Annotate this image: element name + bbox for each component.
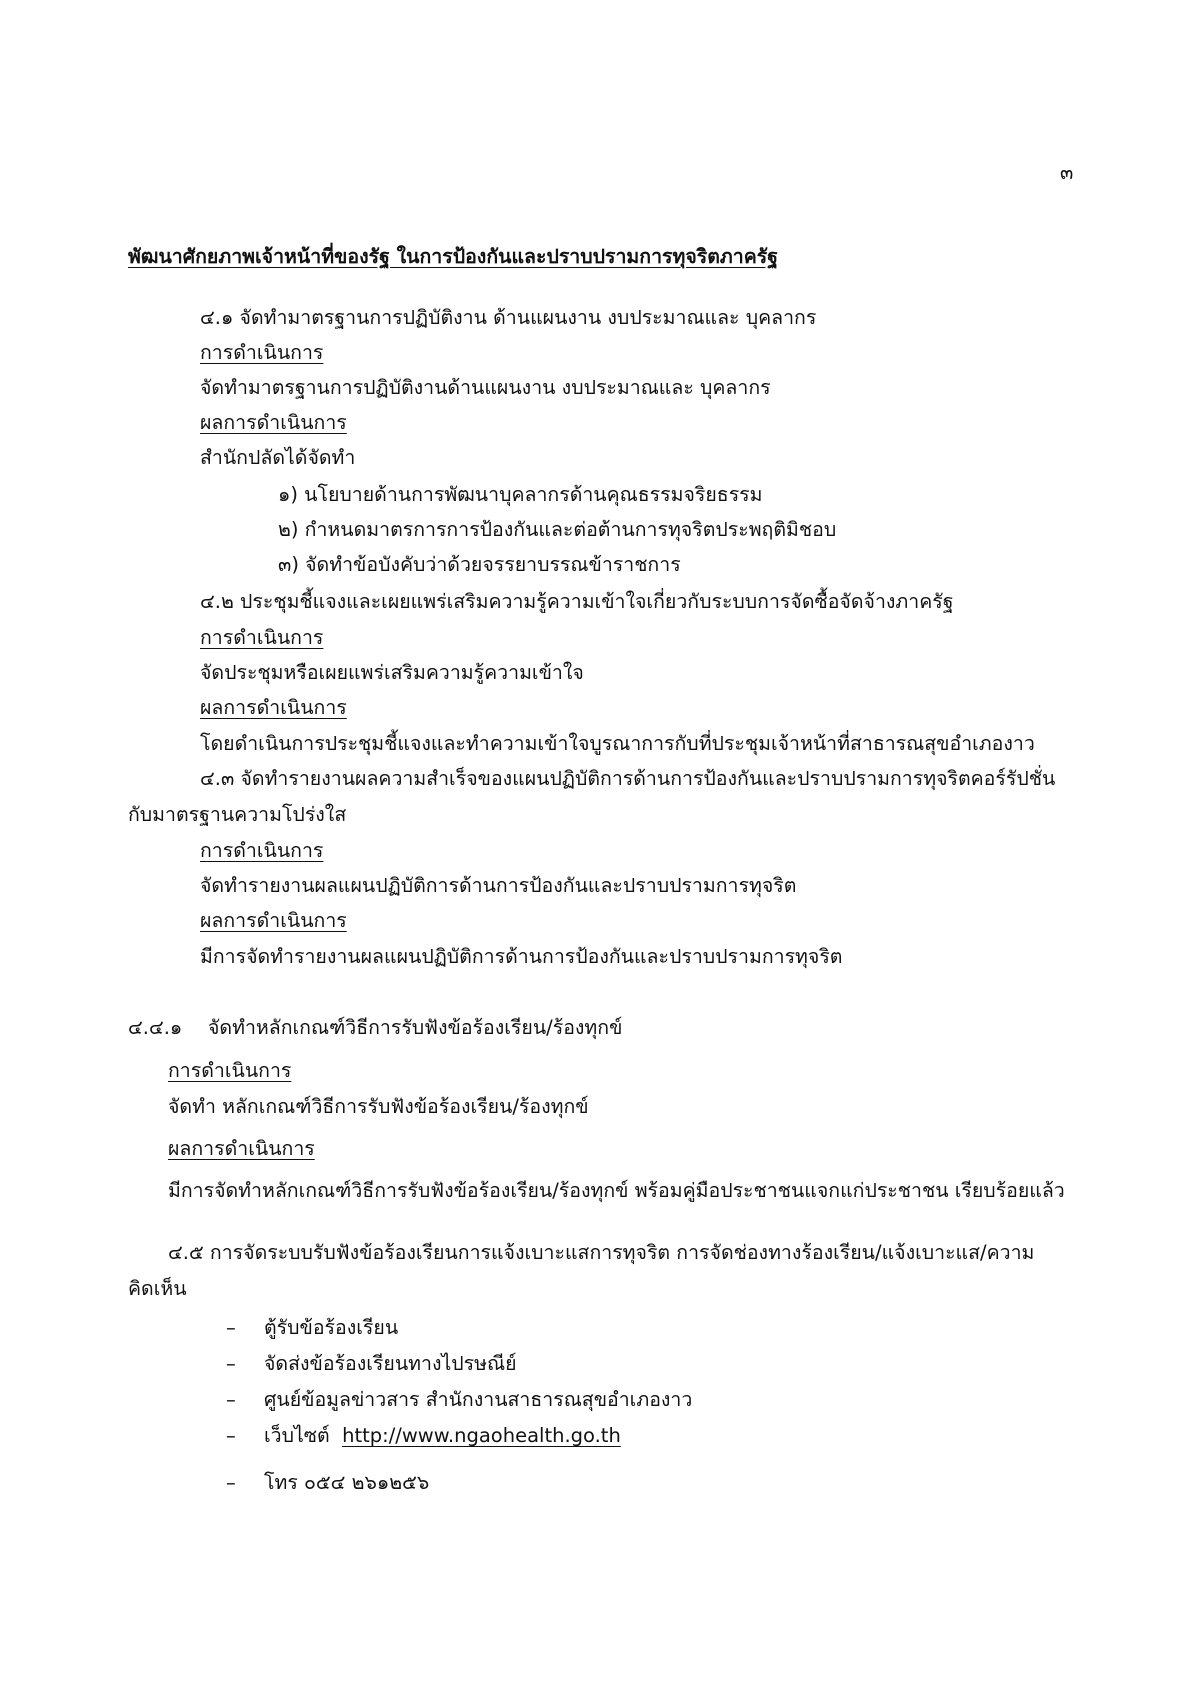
- section-4-4-1-operation-label: การดำเนินการ: [168, 1059, 292, 1082]
- section-4-4-1-operation-text: จัดทำ หลักเกณฑ์วิธีการรับฟังข้อร้องเรียน/ร้องทุกข์: [168, 1095, 589, 1118]
- section-4-5-title-line2: คิดเห็น: [128, 1277, 187, 1300]
- section-4-3-operation-label: การดำเนินการ: [200, 839, 324, 862]
- page-number: ๓: [1060, 161, 1074, 184]
- section-4-1-result-intro: สำนักปลัดได้จัดทำ: [200, 446, 356, 469]
- phone-text: โทร ๐๕๔ ๒๖๑๒๕๖: [264, 1471, 430, 1494]
- bullet-dash: –: [226, 1352, 236, 1375]
- section-4-2-operation-text: จัดประชุมหรือเผยแพร่เสริมความรู้ความเข้าใจ: [200, 661, 584, 684]
- section-4-3-operation-text: จัดทำรายงานผลแผนปฏิบัติการด้านการป้องกันและปราบปรามการทุจริต: [200, 874, 797, 897]
- section-4-2-result-text: โดยดำเนินการประชุมชี้แจงและทำความเข้าใจบูรณาการกับที่ประชุมเจ้าหน้าที่สาธารณสุขอำเภองาว: [200, 732, 1035, 755]
- bullet-dash: –: [226, 1471, 236, 1494]
- section-4-4-1-number: ๔.๔.๑: [128, 1016, 183, 1039]
- section-4-1-result-item: ๓) จัดทำข้อบังคับว่าด้วยจรรยาบรรณข้าราชการ: [278, 553, 681, 576]
- section-4-3-title-line1: ๔.๓ จัดทำรายงานผลความสำเร็จของแผนปฏิบัติการด้านการป้องกันและปราบปรามการทุจริตคอร์รัปชั่น: [200, 767, 1056, 790]
- section-4-1-title: ๔.๑ จัดทำมาตรฐานการปฏิบัติงาน ด้านแผนงาน งบประมาณและ บุคลากร: [200, 306, 817, 329]
- section-4-1-result-label: ผลการดำเนินการ: [200, 411, 347, 434]
- page-heading: พัฒนาศักยภาพเจ้าหน้าที่ของรัฐ ในการป้องกันและปราบปรามการทุจริตภาครัฐ: [128, 245, 779, 268]
- website-link[interactable]: http://www.ngaohealth.go.th: [342, 1424, 621, 1447]
- section-4-3-result-text: มีการจัดทำรายงานผลแผนปฏิบัติการด้านการป้องกันและปราบปรามการทุจริต: [200, 945, 843, 968]
- section-4-5-title-line1: ๔.๕ การจัดระบบรับฟังข้อร้องเรียนการแจ้งเบาะแสการทุจริต การจัดช่องทางร้องเรียน/แจ้งเบาะแส/ความ: [168, 1241, 1035, 1264]
- section-4-1-result-item: ๑) นโยบายด้านการพัฒนาบุคลากรด้านคุณธรรมจริยธรรม: [278, 483, 763, 506]
- channel-list-item: [226, 1385, 692, 1415]
- channel-text: ศูนย์ข้อมูลข่าวสาร สำนักงานสาธารณสุขอำเภองาว: [264, 1388, 693, 1411]
- section-4-3-result-label: ผลการดำเนินการ: [200, 909, 347, 932]
- channel-text: ตู้รับข้อร้องเรียน: [264, 1316, 399, 1339]
- channel-list-item: [226, 1349, 517, 1379]
- section-4-1-result-item: ๒) กำหนดมาตรการการป้องกันและต่อต้านการทุจริตประพฤติมิชอบ: [278, 518, 837, 541]
- bullet-dash: –: [226, 1316, 236, 1339]
- section-4-3-title-line2: กับมาตรฐานความโปร่งใส: [128, 803, 347, 826]
- channel-text: จัดส่งข้อร้องเรียนทางไปรษณีย์: [264, 1352, 517, 1375]
- bullet-dash: –: [226, 1388, 236, 1411]
- bullet-dash: –: [226, 1424, 236, 1447]
- section-4-2-result-label: ผลการดำเนินการ: [200, 696, 347, 719]
- section-4-1-operation-text: จัดทำมาตรฐานการปฏิบัติงานด้านแผนงาน งบประมาณและ บุคลากร: [200, 376, 771, 399]
- section-4-4-1-result-label: ผลการดำเนินการ: [168, 1137, 315, 1160]
- section-4-1-operation-label: การดำเนินการ: [200, 341, 324, 364]
- section-4-2-title: ๔.๒ ประชุมชี้แจงและเผยแพร่เสริมความรู้ความเข้าใจเกี่ยวกับระบบการจัดซื้อจัดจ้างภาครัฐ: [200, 590, 954, 613]
- channel-list-item: [226, 1468, 429, 1498]
- channel-list-item: [226, 1421, 621, 1451]
- website-label: เว็บไซต์: [264, 1424, 330, 1447]
- section-4-4-1-title: จัดทำหลักเกณฑ์วิธีการรับฟังข้อร้องเรียน/ร้องทุกข์: [208, 1016, 623, 1039]
- channel-list-item: [226, 1313, 398, 1343]
- section-4-2-operation-label: การดำเนินการ: [200, 626, 324, 649]
- section-4-4-1-result-text: มีการจัดทำหลักเกณฑ์วิธีการรับฟังข้อร้องเรียน/ร้องทุกข์ พร้อมคู่มือประชาชนแจกแก่ประชาชน เรียบร้อยแล้ว: [168, 1179, 1065, 1202]
